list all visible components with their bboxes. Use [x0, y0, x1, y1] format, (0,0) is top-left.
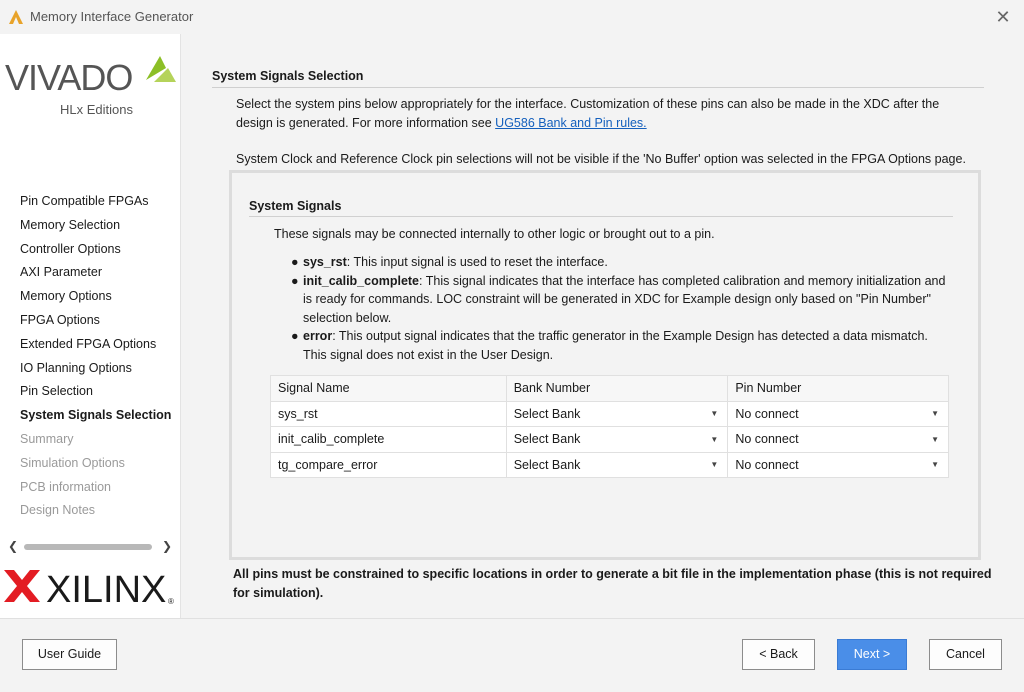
- svg-text:®: ®: [168, 597, 174, 606]
- list-item: ● sys_rst: This input signal is used to reset the interface.: [303, 253, 953, 272]
- vivado-app-icon: [8, 9, 24, 25]
- column-header-signal-name: Signal Name: [271, 376, 507, 402]
- panel-divider: [249, 216, 953, 217]
- nav-item-summary: Summary: [20, 431, 74, 446]
- nav-item-controller-options[interactable]: Controller Options: [20, 241, 121, 256]
- bullet-icon: ●: [291, 273, 299, 288]
- system-signals-panel: [229, 170, 981, 560]
- title-bar: [0, 0, 1024, 34]
- wizard-step-list: [20, 190, 171, 523]
- vivado-logo: [4, 42, 179, 122]
- bank-number-dropdown[interactable]: Select Bank ▼: [506, 427, 728, 453]
- scroll-left-icon[interactable]: ❮: [8, 539, 19, 553]
- nav-item-system-signals-selection[interactable]: System Signals Selection: [20, 408, 172, 423]
- signal-name-cell: init_calib_complete: [271, 427, 507, 453]
- scroll-right-icon[interactable]: ❯: [162, 539, 173, 553]
- nav-item-pin-selection[interactable]: Pin Selection: [20, 384, 93, 399]
- list-item: ● init_calib_complete: This signal indicates that the interface has completed calibration and memory initialization and is ready for commands. LOC constraint will be generated in XDC for Example design only based on "Pin Number" selection below.: [291, 273, 946, 325]
- nav-item-pin-compatible-fpgas[interactable]: Pin Compatible FPGAs: [20, 194, 149, 208]
- chevron-down-icon: ▼: [931, 409, 939, 419]
- pin-number-dropdown[interactable]: No connect ▼: [728, 427, 949, 453]
- svg-text:HLx Editions: HLx Editions: [60, 102, 133, 117]
- footer-bar: [0, 618, 1024, 692]
- chevron-down-icon: ▼: [710, 460, 719, 470]
- system-signals-table: [270, 375, 949, 478]
- svg-text:XILINX: XILINX: [46, 569, 167, 608]
- cancel-button[interactable]: Cancel: [929, 639, 1002, 670]
- svg-text:VIVADO: VIVADO: [5, 57, 133, 98]
- bullet-icon: ●: [291, 255, 299, 269]
- signal-name-cell: tg_compare_error: [271, 452, 507, 478]
- table-row: [271, 452, 949, 478]
- chevron-down-icon: ▼: [931, 460, 939, 470]
- next-button[interactable]: Next >: [837, 639, 907, 670]
- sidebar: [0, 34, 181, 618]
- column-header-bank-number: Bank Number: [506, 376, 728, 402]
- nav-item-design-notes: Design Notes: [20, 503, 96, 518]
- pin-number-dropdown[interactable]: No connect ▼: [728, 452, 949, 478]
- nav-item-memory-options[interactable]: Memory Options: [20, 289, 112, 304]
- nav-item-pcb-information: PCB information: [20, 479, 112, 494]
- table-header-row: [271, 376, 949, 402]
- table-row: [271, 427, 949, 453]
- panel-title: System Signals: [249, 199, 342, 213]
- user-guide-button[interactable]: User Guide: [22, 639, 117, 670]
- chevron-down-icon: ▼: [710, 409, 719, 419]
- window-title: Memory Interface Generator: [30, 9, 194, 24]
- bank-number-dropdown[interactable]: Select Bank ▼: [506, 401, 728, 427]
- panel-description: These signals may be connected internally to other logic or brought out to a pin.: [274, 227, 715, 241]
- ug586-link[interactable]: UG586 Bank and Pin rules.: [495, 116, 647, 130]
- close-icon[interactable]: ✕: [995, 7, 1011, 27]
- section-divider: [212, 87, 984, 88]
- chevron-down-icon: ▼: [931, 434, 939, 444]
- bullet-icon: ●: [291, 329, 299, 343]
- nav-item-fpga-options[interactable]: FPGA Options: [20, 312, 100, 327]
- table-row: [271, 401, 949, 427]
- nav-item-extended-fpga-options[interactable]: Extended FPGA Options: [20, 336, 157, 351]
- clock-note: System Clock and Reference Clock pin selections will not be visible if the 'No Buffer' option was selected in the FPGA Options page.: [236, 152, 966, 166]
- xilinx-logo: [2, 564, 180, 608]
- constraint-note: All pins must be constrained to specific locations in order to generate a bit file in the implementation phase (this is not required for simulation).: [233, 567, 992, 600]
- nav-item-io-planning-options[interactable]: IO Planning Options: [20, 360, 132, 375]
- pin-number-dropdown[interactable]: No connect ▼: [728, 401, 949, 427]
- bank-number-dropdown[interactable]: Select Bank ▼: [506, 452, 728, 478]
- intro-text: Select the system pins below appropriately for the interface. Customization of these pins can also be made in the XDC after the design is generated. For more information see UG586 Bank and Pin rules.: [236, 97, 940, 130]
- nav-item-memory-selection[interactable]: Memory Selection: [20, 217, 121, 232]
- list-item: ● error: This output signal indicates that the traffic generator in the Example Design has detected a data mismatch. This signal does not exist in the User Design.: [291, 329, 928, 362]
- back-button[interactable]: < Back: [742, 639, 815, 670]
- section-title: System Signals Selection: [212, 69, 364, 83]
- signal-descriptions: [291, 253, 953, 364]
- sidebar-horizontal-scrollbar[interactable]: [6, 540, 174, 554]
- scrollbar-thumb[interactable]: [24, 544, 152, 550]
- chevron-down-icon: ▼: [710, 434, 719, 444]
- main-content: [181, 34, 1024, 618]
- signal-name-cell: sys_rst: [271, 401, 507, 427]
- column-header-pin-number: Pin Number: [728, 376, 949, 402]
- nav-item-simulation-options: Simulation Options: [20, 455, 125, 470]
- nav-item-axi-parameter[interactable]: AXI Parameter: [20, 265, 102, 280]
